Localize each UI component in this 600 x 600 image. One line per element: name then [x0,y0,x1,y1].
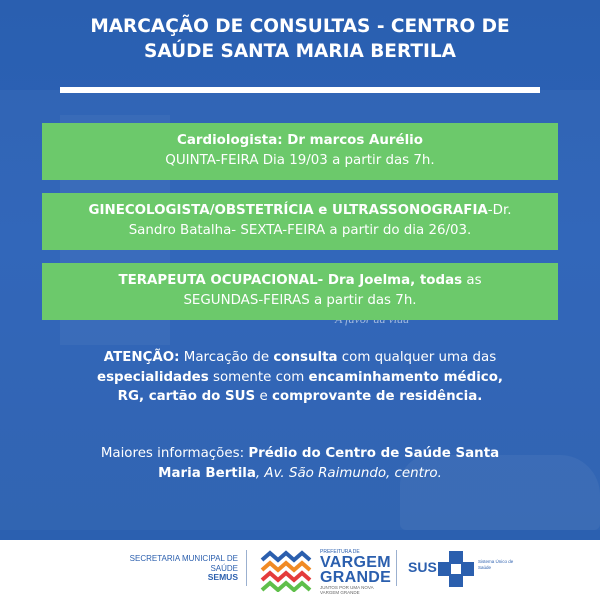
footer-divider-2 [396,550,397,586]
footer-divider [246,550,247,586]
info-building: Prédio do Centro de Saúde Santa [248,446,500,461]
vargem-grande-emblem-icon [258,550,318,592]
card-gynecology [42,193,558,250]
info-address: , Av. São Raimundo, centro. [255,466,442,481]
card-cardiology [42,123,558,180]
semus-line-3: SEMUS [207,572,238,582]
notice-line-2 [40,368,560,388]
card-occupational [42,263,558,320]
info-prefix: Maiores informações: [100,446,249,461]
card-cardiology-line-1 [42,131,558,151]
notice-line-3 [40,387,560,407]
notice-text-2: com qualquer uma das [337,350,497,365]
vargem-grande-logo [320,549,390,595]
footer-logos [0,540,600,600]
card-cardiology-doctor: Cardiologista: Dr marcos Aurélio [177,133,423,148]
sus-subtitle: Sistema Único de Saúde [478,559,514,570]
title-line-1: MARCAÇÃO DE CONSULTAS - CENTRO DE [90,16,510,37]
sus-cross-icon [436,549,476,589]
card-gynecology-line-1 [42,201,558,221]
title-line-2: SAÚDE SANTA MARIA BERTILA [144,41,456,62]
notice-attention: ATENÇÃO: [103,350,180,365]
notice-text-4: e [255,389,272,404]
card-occupational-specialty: TERAPEUTA OCUPACIONAL- Dra Joelma, todas [118,273,463,288]
info-building-name: Maria Bertila [158,466,256,481]
notice-text-1: Marcação de [179,350,274,365]
title-divider [60,87,540,93]
card-occupational-schedule: SEGUNDAS-FEIRAS a partir das 7h. [183,293,417,308]
vg-tagline: JUNTOS POR UMA NOVA VARGEM GRANDE [320,585,374,595]
card-occupational-as: as [462,273,482,288]
semus-logo [110,554,238,583]
notice-especialidades: especialidades [96,369,209,385]
info-line-2 [40,464,560,484]
card-gynecology-specialty: GINECOLOGISTA/OBSTETRÍCIA e ULTRASSONOGRAFIA [88,203,488,218]
card-gynecology-dr: -Dr. [487,203,512,218]
card-gynecology-schedule: Sandro Batalha- SEXTA-FEIRA a partir do dia 26/03. [128,223,472,238]
vg-prefeitura: PREFEITURA DE [320,549,360,555]
notice-line-1 [40,348,560,368]
semus-line-1: SECRETARIA MUNICIPAL DE [129,554,238,563]
sus-logo-text: SUS [408,559,437,575]
notice-consulta: consulta [273,350,338,365]
semus-line-2: SAÚDE [210,563,238,573]
notice-encaminhamento: encaminhamento médico, [308,369,504,385]
attention-notice [40,348,560,407]
vg-line-1: VARGEM [320,554,391,571]
card-cardiology-schedule: QUINTA-FEIRA Dia 19/03 a partir das 7h. [165,153,435,168]
notice-rg: RG, cartão do SUS [117,389,256,404]
card-occupational-line-1 [42,271,558,291]
vg-line-2: GRANDE [320,569,392,586]
page-title [0,14,600,64]
notice-text-3: somente com [208,369,309,385]
info-line-1 [40,444,560,464]
more-info [40,444,560,484]
notice-comprovante: comprovante de residência. [271,389,483,404]
